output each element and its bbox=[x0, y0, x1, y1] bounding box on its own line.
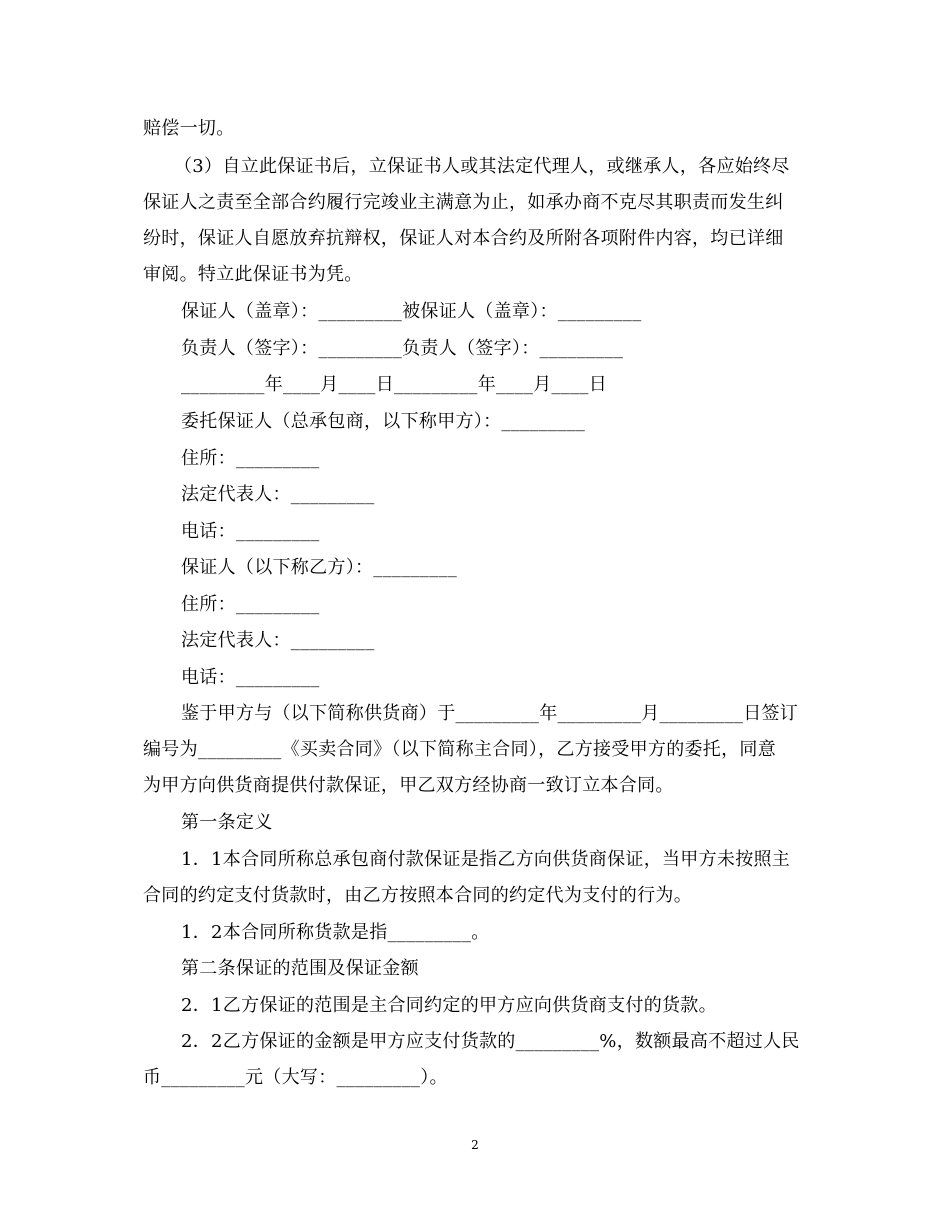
section-heading: 第一条定义 bbox=[181, 812, 273, 833]
text-line: 法定代表人：_________ bbox=[181, 630, 375, 651]
text-line: （3）自立此保证书后，立保证书人或其法定代理人，或继承人，各应始终尽 bbox=[174, 156, 790, 177]
text-line: 保证人（盖章）：_________被保证人（盖章）：_________ bbox=[181, 301, 642, 322]
text-line: 2．2乙方保证的金额是甲方应支付货款的_________%，数额最高不超过人民 bbox=[181, 1031, 800, 1052]
text-line: 保证人之责至全部合约履行完竣业主满意为止，如承办商不克尽其职责而发生纠 bbox=[143, 192, 784, 213]
text-line: 赔偿一切。 bbox=[143, 118, 235, 139]
text-line: 1．2本合同所称货款是指_________。 bbox=[181, 922, 490, 943]
text-line: 法定代表人：_________ bbox=[181, 484, 375, 505]
text-line: 委托保证人（总承包商，以下称甲方）：_________ bbox=[181, 411, 586, 432]
text-line: 1．1本合同所称总承包商付款保证是指乙方向供货商保证，当甲方未按照主 bbox=[181, 849, 791, 870]
text-line: 住所：_________ bbox=[181, 594, 320, 615]
text-line: 电话：_________ bbox=[181, 521, 320, 542]
text-line: 纷时，保证人自愿放弃抗辩权，保证人对本合约及所附各项附件内容，均已详细 bbox=[143, 228, 784, 249]
text-line: 电话：_________ bbox=[181, 667, 320, 688]
section-heading: 第二条保证的范围及保证金额 bbox=[181, 958, 419, 979]
text-line: 负责人（签字）：_________负责人（签字）：_________ bbox=[181, 338, 624, 359]
text-line: 编号为_________《买卖合同》（以下简称主合同），乙方接受甲方的委托，同意 bbox=[143, 739, 776, 760]
page-number: 2 bbox=[471, 1138, 479, 1152]
date-line: _________年____月____日_________年____月____日 bbox=[181, 374, 607, 395]
text-line: 合同的约定支付货款时，由乙方按照本合同的约定代为支付的行为。 bbox=[143, 885, 692, 906]
text-line: 2．1乙方保证的范围是主合同约定的甲方应向供货商支付的货款。 bbox=[181, 995, 717, 1016]
text-line: 鉴于甲方与（以下简称供货商）于_________年_________月_________日签订 bbox=[181, 703, 799, 724]
text-line: 保证人（以下称乙方）：_________ bbox=[181, 557, 457, 578]
text-line: 审阅。特立此保证书为凭。 bbox=[143, 264, 363, 285]
text-line: 为甲方向供货商提供付款保证，甲乙双方经协商一致订立本合同。 bbox=[143, 775, 674, 796]
text-line: 住所：_________ bbox=[181, 448, 320, 469]
text-line: 币_________元（大写：_________）。 bbox=[143, 1067, 448, 1088]
